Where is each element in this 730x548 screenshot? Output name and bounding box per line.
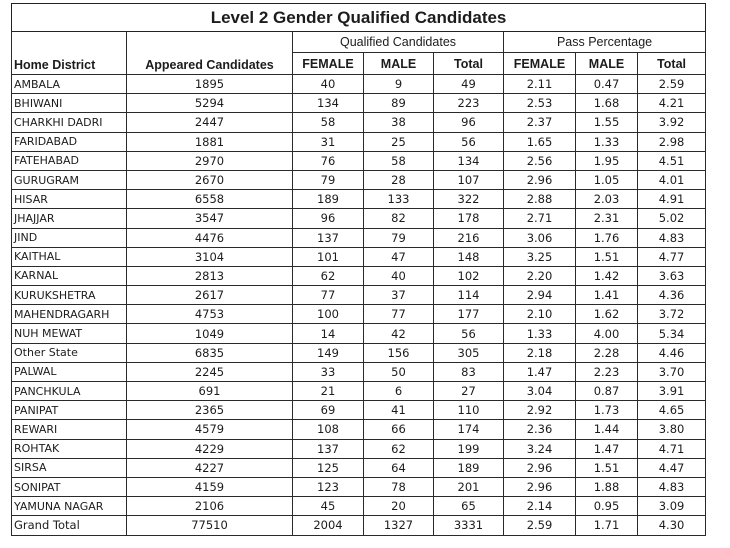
- table-row: [12, 477, 706, 496]
- pass-total-cell: 2.59: [638, 75, 706, 94]
- pass-male-cell: 1.47: [576, 439, 638, 458]
- qualified-male-cell: 133: [364, 190, 434, 209]
- home-district-cell: JIND: [12, 228, 127, 247]
- pass-female-cell: 3.04: [504, 382, 576, 401]
- table-title: Level 2 Gender Qualified Candidates: [12, 4, 706, 32]
- pass-male-cell: 1.44: [576, 420, 638, 439]
- home-district-cell: KAITHAL: [12, 247, 127, 266]
- table-row: [12, 170, 706, 189]
- home-district-cell: GURUGRAM: [12, 170, 127, 189]
- header-pass-total: Total: [638, 53, 706, 75]
- qualified-male-cell: 20: [364, 497, 434, 516]
- appeared-cell: 1881: [127, 132, 293, 151]
- qualified-male-cell: 41: [364, 401, 434, 420]
- qualified-male-cell: 40: [364, 266, 434, 285]
- home-district-cell: PANCHKULA: [12, 382, 127, 401]
- table-row: [12, 113, 706, 132]
- qualified-female-cell: 137: [293, 228, 364, 247]
- candidates-table: [11, 3, 706, 536]
- qualified-male-cell: 6: [364, 382, 434, 401]
- appeared-cell: 4159: [127, 477, 293, 496]
- qualified-female-cell: 62: [293, 266, 364, 285]
- pass-male-cell: 1.51: [576, 458, 638, 477]
- home-district-cell: KURUKSHETRA: [12, 286, 127, 305]
- appeared-cell: 2617: [127, 286, 293, 305]
- grand-home-district-cell: Grand Total: [12, 516, 127, 535]
- qualified-male-cell: 156: [364, 343, 434, 362]
- qualified-total-cell: 107: [434, 170, 504, 189]
- table-row: [12, 266, 706, 285]
- pass-female-cell: 2.10: [504, 305, 576, 324]
- qualified-male-cell: 42: [364, 324, 434, 343]
- qualified-total-cell: 201: [434, 477, 504, 496]
- pass-male-cell: 1.41: [576, 286, 638, 305]
- table-row: [12, 209, 706, 228]
- pass-total-cell: 4.83: [638, 228, 706, 247]
- appeared-cell: 5294: [127, 94, 293, 113]
- home-district-cell: SIRSA: [12, 458, 127, 477]
- pass-male-cell: 1.88: [576, 477, 638, 496]
- header-appeared-candidates: Appeared Candidates: [127, 32, 293, 75]
- pass-male-cell: 2.28: [576, 343, 638, 362]
- table-row: [12, 151, 706, 170]
- qualified-total-cell: 27: [434, 382, 504, 401]
- appeared-cell: 6558: [127, 190, 293, 209]
- qualified-total-cell: 56: [434, 132, 504, 151]
- pass-female-cell: 2.94: [504, 286, 576, 305]
- pass-male-cell: 0.87: [576, 382, 638, 401]
- qualified-female-cell: 14: [293, 324, 364, 343]
- pass-female-cell: 2.36: [504, 420, 576, 439]
- pass-male-cell: 1.76: [576, 228, 638, 247]
- pass-female-cell: 2.96: [504, 458, 576, 477]
- qualified-male-cell: 25: [364, 132, 434, 151]
- home-district-cell: MAHENDRAGARH: [12, 305, 127, 324]
- pass-female-cell: 2.96: [504, 170, 576, 189]
- home-district-cell: REWARI: [12, 420, 127, 439]
- table-row: [12, 228, 706, 247]
- home-district-cell: AMBALA: [12, 75, 127, 94]
- pass-male-cell: 2.23: [576, 362, 638, 381]
- qualified-total-cell: 56: [434, 324, 504, 343]
- qualified-female-cell: 76: [293, 151, 364, 170]
- pass-total-cell: 3.91: [638, 382, 706, 401]
- home-district-cell: Other State: [12, 343, 127, 362]
- pass-female-cell: 2.71: [504, 209, 576, 228]
- appeared-cell: 2365: [127, 401, 293, 420]
- qualified-male-cell: 28: [364, 170, 434, 189]
- qualified-total-cell: 199: [434, 439, 504, 458]
- qualified-female-cell: 21: [293, 382, 364, 401]
- qualified-female-cell: 69: [293, 401, 364, 420]
- qualified-female-cell: 123: [293, 477, 364, 496]
- pass-total-cell: 3.80: [638, 420, 706, 439]
- pass-female-cell: 2.20: [504, 266, 576, 285]
- table-row: [12, 75, 706, 94]
- qualified-female-cell: 31: [293, 132, 364, 151]
- qualified-male-cell: 66: [364, 420, 434, 439]
- pass-male-cell: 0.47: [576, 75, 638, 94]
- qualified-male-cell: 9: [364, 75, 434, 94]
- appeared-cell: 3547: [127, 209, 293, 228]
- qualified-female-cell: 79: [293, 170, 364, 189]
- grand-qualified-total-cell: 3331: [434, 516, 504, 535]
- qualified-total-cell: 110: [434, 401, 504, 420]
- header-home-district: Home District: [12, 32, 127, 75]
- qualified-female-cell: 100: [293, 305, 364, 324]
- header-pass-male: MALE: [576, 53, 638, 75]
- home-district-cell: YAMUNA NAGAR: [12, 497, 127, 516]
- pass-total-cell: 4.71: [638, 439, 706, 458]
- appeared-cell: 6835: [127, 343, 293, 362]
- appeared-cell: 1049: [127, 324, 293, 343]
- qualified-total-cell: 102: [434, 266, 504, 285]
- header-qualified-female: FEMALE: [293, 53, 364, 75]
- pass-male-cell: 1.68: [576, 94, 638, 113]
- pass-male-cell: 1.73: [576, 401, 638, 420]
- qualified-male-cell: 50: [364, 362, 434, 381]
- pass-male-cell: 1.51: [576, 247, 638, 266]
- pass-male-cell: 1.33: [576, 132, 638, 151]
- qualified-male-cell: 89: [364, 94, 434, 113]
- qualified-male-cell: 58: [364, 151, 434, 170]
- qualified-male-cell: 37: [364, 286, 434, 305]
- qualified-female-cell: 77: [293, 286, 364, 305]
- pass-female-cell: 2.92: [504, 401, 576, 420]
- qualified-total-cell: 322: [434, 190, 504, 209]
- qualified-female-cell: 137: [293, 439, 364, 458]
- pass-total-cell: 5.02: [638, 209, 706, 228]
- pass-total-cell: 4.65: [638, 401, 706, 420]
- qualified-male-cell: 79: [364, 228, 434, 247]
- table-row: [12, 420, 706, 439]
- grand-qualified-female-cell: 2004: [293, 516, 364, 535]
- qualified-female-cell: 108: [293, 420, 364, 439]
- qualified-female-cell: 40: [293, 75, 364, 94]
- pass-female-cell: 2.56: [504, 151, 576, 170]
- qualified-total-cell: 49: [434, 75, 504, 94]
- table-row: [12, 286, 706, 305]
- pass-female-cell: 2.96: [504, 477, 576, 496]
- grand-pass-male-cell: 1.71: [576, 516, 638, 535]
- appeared-cell: 2813: [127, 266, 293, 285]
- qualified-male-cell: 78: [364, 477, 434, 496]
- table-row: [12, 343, 706, 362]
- pass-male-cell: 1.62: [576, 305, 638, 324]
- qualified-total-cell: 114: [434, 286, 504, 305]
- table-row: [12, 247, 706, 266]
- qualified-male-cell: 77: [364, 305, 434, 324]
- pass-female-cell: 2.11: [504, 75, 576, 94]
- appeared-cell: 2970: [127, 151, 293, 170]
- appeared-cell: 3104: [127, 247, 293, 266]
- pass-female-cell: 2.53: [504, 94, 576, 113]
- home-district-cell: SONIPAT: [12, 477, 127, 496]
- qualified-male-cell: 64: [364, 458, 434, 477]
- grand-appeared-cell: 77510: [127, 516, 293, 535]
- home-district-cell: HISAR: [12, 190, 127, 209]
- pass-total-cell: 5.34: [638, 324, 706, 343]
- home-district-cell: NUH MEWAT: [12, 324, 127, 343]
- pass-male-cell: 1.42: [576, 266, 638, 285]
- qualified-male-cell: 47: [364, 247, 434, 266]
- pass-total-cell: 3.70: [638, 362, 706, 381]
- pass-total-cell: 3.92: [638, 113, 706, 132]
- pass-female-cell: 2.37: [504, 113, 576, 132]
- qualified-total-cell: 174: [434, 420, 504, 439]
- table-row: [12, 382, 706, 401]
- qualified-female-cell: 33: [293, 362, 364, 381]
- qualified-total-cell: 177: [434, 305, 504, 324]
- pass-female-cell: 3.24: [504, 439, 576, 458]
- table-body: [12, 75, 706, 536]
- qualified-total-cell: 216: [434, 228, 504, 247]
- qualified-male-cell: 82: [364, 209, 434, 228]
- pass-total-cell: 4.77: [638, 247, 706, 266]
- table-row: [12, 324, 706, 343]
- grand-pass-total-cell: 4.30: [638, 516, 706, 535]
- home-district-cell: KARNAL: [12, 266, 127, 285]
- home-district-cell: BHIWANI: [12, 94, 127, 113]
- qualified-total-cell: 83: [434, 362, 504, 381]
- table-row: [12, 439, 706, 458]
- table-row: [12, 362, 706, 381]
- qualified-male-cell: 38: [364, 113, 434, 132]
- home-district-cell: FARIDABAD: [12, 132, 127, 151]
- home-district-cell: FATEHABAD: [12, 151, 127, 170]
- qualified-total-cell: 148: [434, 247, 504, 266]
- home-district-cell: JHAJJAR: [12, 209, 127, 228]
- table-row: [12, 458, 706, 477]
- qualified-total-cell: 65: [434, 497, 504, 516]
- qualified-total-cell: 223: [434, 94, 504, 113]
- pass-male-cell: 1.05: [576, 170, 638, 189]
- qualified-female-cell: 96: [293, 209, 364, 228]
- pass-male-cell: 1.55: [576, 113, 638, 132]
- table-row: [12, 190, 706, 209]
- home-district-cell: CHARKHI DADRI: [12, 113, 127, 132]
- header-qualified-candidates: Qualified Candidates: [293, 32, 504, 53]
- qualified-female-cell: 125: [293, 458, 364, 477]
- pass-female-cell: 3.06: [504, 228, 576, 247]
- pass-female-cell: 1.65: [504, 132, 576, 151]
- table-row: [12, 401, 706, 420]
- appeared-cell: 2670: [127, 170, 293, 189]
- grand-qualified-male-cell: 1327: [364, 516, 434, 535]
- appeared-cell: 4476: [127, 228, 293, 247]
- qualified-total-cell: 96: [434, 113, 504, 132]
- header-qualified-total: Total: [434, 53, 504, 75]
- pass-total-cell: 4.51: [638, 151, 706, 170]
- header-qualified-male: MALE: [364, 53, 434, 75]
- appeared-cell: 2106: [127, 497, 293, 516]
- appeared-cell: 4227: [127, 458, 293, 477]
- home-district-cell: ROHTAK: [12, 439, 127, 458]
- pass-total-cell: 3.63: [638, 266, 706, 285]
- pass-total-cell: 4.21: [638, 94, 706, 113]
- qualified-total-cell: 134: [434, 151, 504, 170]
- header-pass-female: FEMALE: [504, 53, 576, 75]
- grand-total-row: [12, 516, 706, 535]
- pass-total-cell: 4.36: [638, 286, 706, 305]
- appeared-cell: 4579: [127, 420, 293, 439]
- pass-male-cell: 0.95: [576, 497, 638, 516]
- pass-total-cell: 4.46: [638, 343, 706, 362]
- pass-female-cell: 3.25: [504, 247, 576, 266]
- qualified-male-cell: 62: [364, 439, 434, 458]
- pass-female-cell: 2.18: [504, 343, 576, 362]
- pass-male-cell: 1.95: [576, 151, 638, 170]
- qualified-female-cell: 189: [293, 190, 364, 209]
- appeared-cell: 4229: [127, 439, 293, 458]
- document: [11, 3, 705, 536]
- home-district-cell: PALWAL: [12, 362, 127, 381]
- pass-male-cell: 2.31: [576, 209, 638, 228]
- grand-pass-female-cell: 2.59: [504, 516, 576, 535]
- qualified-female-cell: 134: [293, 94, 364, 113]
- appeared-cell: 2245: [127, 362, 293, 381]
- pass-female-cell: 2.88: [504, 190, 576, 209]
- appeared-cell: 691: [127, 382, 293, 401]
- header-pass-percentage: Pass Percentage: [504, 32, 706, 53]
- pass-male-cell: 2.03: [576, 190, 638, 209]
- pass-total-cell: 4.01: [638, 170, 706, 189]
- qualified-female-cell: 45: [293, 497, 364, 516]
- pass-total-cell: 4.83: [638, 477, 706, 496]
- appeared-cell: 2447: [127, 113, 293, 132]
- pass-total-cell: 4.91: [638, 190, 706, 209]
- qualified-total-cell: 178: [434, 209, 504, 228]
- table-row: [12, 305, 706, 324]
- pass-female-cell: 1.33: [504, 324, 576, 343]
- qualified-female-cell: 58: [293, 113, 364, 132]
- pass-female-cell: 1.47: [504, 362, 576, 381]
- qualified-female-cell: 149: [293, 343, 364, 362]
- pass-total-cell: 2.98: [638, 132, 706, 151]
- appeared-cell: 1895: [127, 75, 293, 94]
- pass-total-cell: 3.09: [638, 497, 706, 516]
- appeared-cell: 4753: [127, 305, 293, 324]
- pass-female-cell: 2.14: [504, 497, 576, 516]
- pass-male-cell: 4.00: [576, 324, 638, 343]
- home-district-cell: PANIPAT: [12, 401, 127, 420]
- table-row: [12, 132, 706, 151]
- qualified-total-cell: 305: [434, 343, 504, 362]
- pass-total-cell: 4.47: [638, 458, 706, 477]
- pass-total-cell: 3.72: [638, 305, 706, 324]
- table-row: [12, 497, 706, 516]
- qualified-female-cell: 101: [293, 247, 364, 266]
- table-row: [12, 94, 706, 113]
- qualified-total-cell: 189: [434, 458, 504, 477]
